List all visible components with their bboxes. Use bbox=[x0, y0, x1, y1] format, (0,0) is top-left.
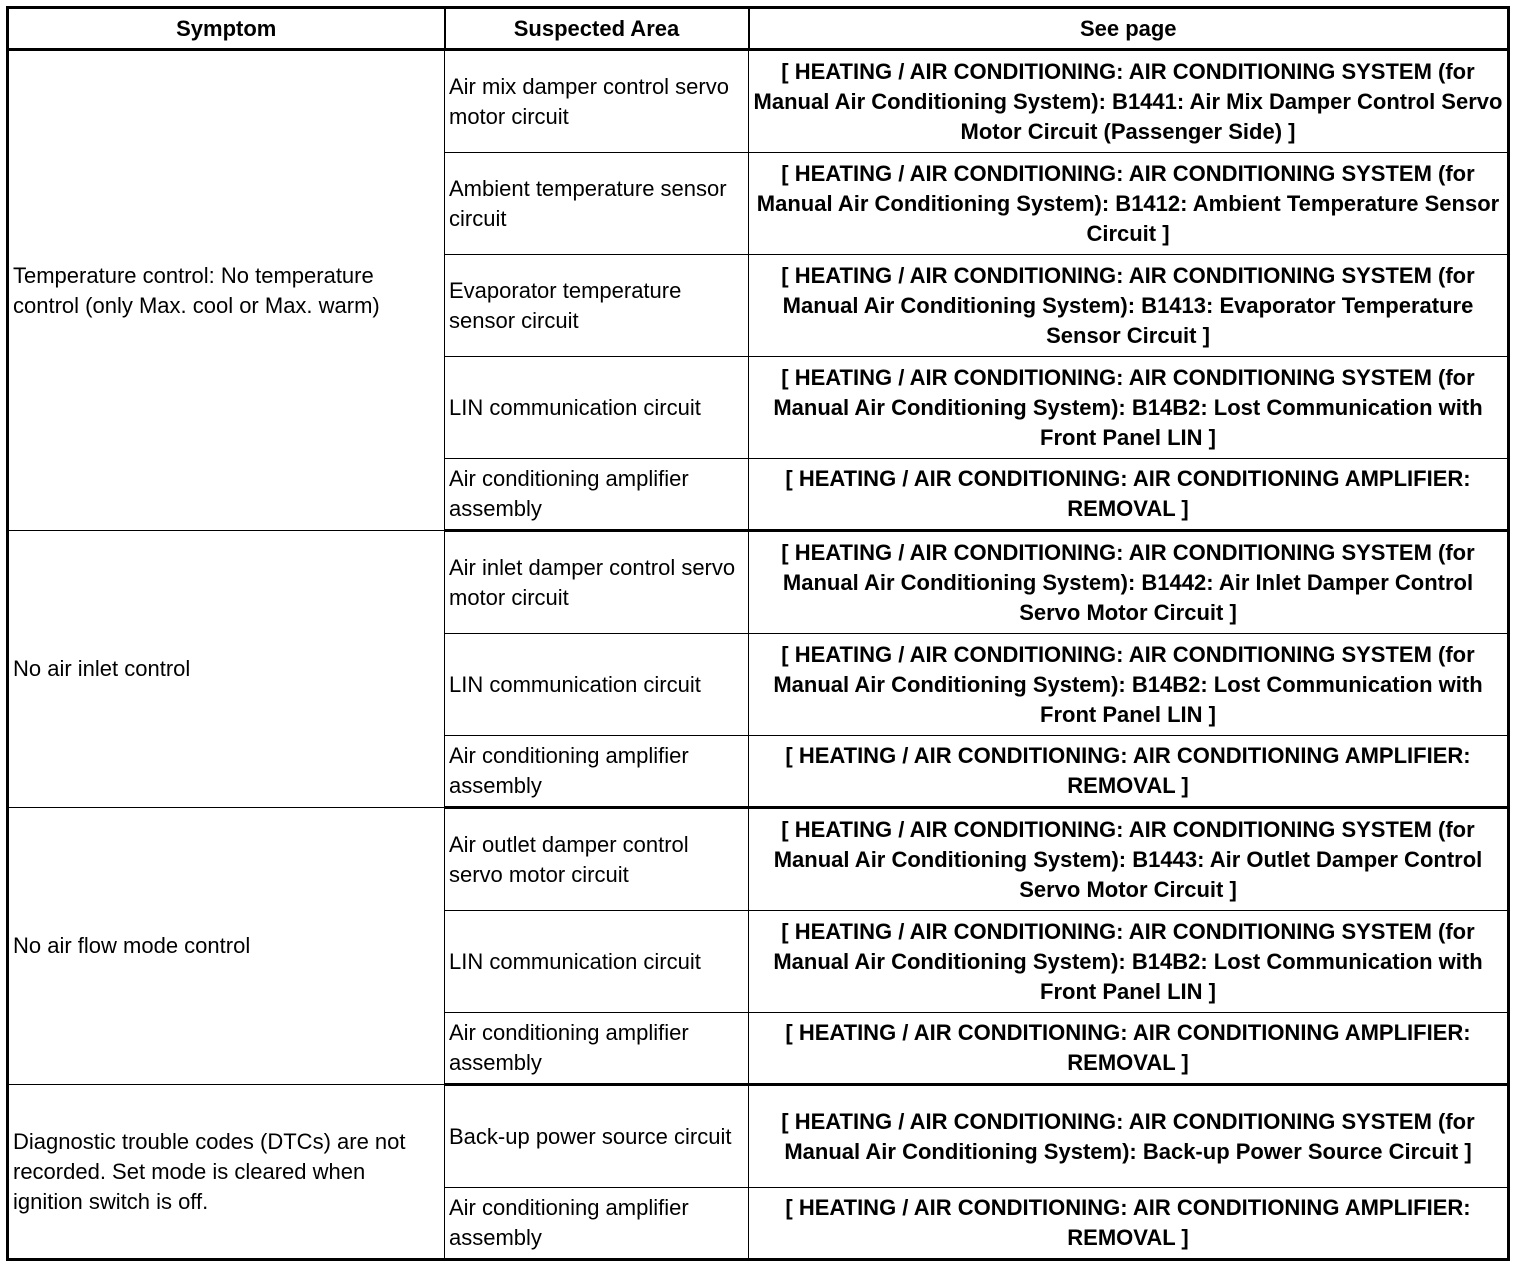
suspected-area-cell: Air inlet damper control servo motor circuit bbox=[445, 531, 749, 634]
see-page-link[interactable]: [ HEATING / AIR CONDITIONING: AIR CONDITIONING SYSTEM (for Manual Air Conditioning System): B14B2: Lost Communication with Front Panel LIN ] bbox=[749, 634, 1509, 736]
symptom-cell: Temperature control: No temperature control (only Max. cool or Max. warm) bbox=[8, 50, 445, 531]
suspected-area-cell: Evaporator temperature sensor circuit bbox=[445, 255, 749, 357]
see-page-link[interactable]: [ HEATING / AIR CONDITIONING: AIR CONDITIONING SYSTEM (for Manual Air Conditioning System): B14B2: Lost Communication with Front Panel LIN ] bbox=[749, 357, 1509, 459]
see-page-link[interactable]: [ HEATING / AIR CONDITIONING: AIR CONDITIONING SYSTEM (for Manual Air Conditioning System): B14B2: Lost Communication with Front Panel LIN ] bbox=[749, 911, 1509, 1013]
suspected-area-cell: Air conditioning amplifier assembly bbox=[445, 1188, 749, 1260]
table-row bbox=[8, 1085, 1509, 1188]
see-page-link[interactable]: [ HEATING / AIR CONDITIONING: AIR CONDITIONING SYSTEM (for Manual Air Conditioning System): B1443: Air Outlet Damper Control Servo Motor Circuit ] bbox=[749, 808, 1509, 911]
symptom-cell: No air flow mode control bbox=[8, 808, 445, 1085]
see-page-link[interactable]: [ HEATING / AIR CONDITIONING: AIR CONDITIONING SYSTEM (for Manual Air Conditioning System): B1413: Evaporator Temperature Sensor Circuit ] bbox=[749, 255, 1509, 357]
suspected-area-cell: Air mix damper control servo motor circuit bbox=[445, 50, 749, 153]
suspected-area-cell: Air conditioning amplifier assembly bbox=[445, 1013, 749, 1085]
suspected-area-cell: Ambient temperature sensor circuit bbox=[445, 153, 749, 255]
see-page-link[interactable]: [ HEATING / AIR CONDITIONING: AIR CONDITIONING AMPLIFIER: REMOVAL ] bbox=[749, 1013, 1509, 1085]
symptom-cell: Diagnostic trouble codes (DTCs) are not recorded. Set mode is cleared when ignition switch is off. bbox=[8, 1085, 445, 1260]
suspected-area-cell: Air conditioning amplifier assembly bbox=[445, 459, 749, 531]
table-row bbox=[8, 531, 1509, 634]
see-page-link[interactable]: [ HEATING / AIR CONDITIONING: AIR CONDITIONING AMPLIFIER: REMOVAL ] bbox=[749, 1188, 1509, 1260]
see-page-link[interactable]: [ HEATING / AIR CONDITIONING: AIR CONDITIONING SYSTEM (for Manual Air Conditioning System): B1441: Air Mix Damper Control Servo Motor Circuit (Passenger Side) ] bbox=[749, 50, 1509, 153]
header-suspected-area: Suspected Area bbox=[445, 8, 749, 50]
table-row bbox=[8, 808, 1509, 911]
header-see-page: See page bbox=[749, 8, 1509, 50]
header-symptom: Symptom bbox=[8, 8, 445, 50]
suspected-area-cell: Air conditioning amplifier assembly bbox=[445, 736, 749, 808]
see-page-link[interactable]: [ HEATING / AIR CONDITIONING: AIR CONDITIONING SYSTEM (for Manual Air Conditioning System): B1442: Air Inlet Damper Control Servo Motor Circuit ] bbox=[749, 531, 1509, 634]
see-page-link[interactable]: [ HEATING / AIR CONDITIONING: AIR CONDITIONING SYSTEM (for Manual Air Conditioning System): Back-up Power Source Circuit ] bbox=[749, 1085, 1509, 1188]
problem-symptoms-table bbox=[6, 6, 1510, 1261]
suspected-area-cell: LIN communication circuit bbox=[445, 357, 749, 459]
see-page-link[interactable]: [ HEATING / AIR CONDITIONING: AIR CONDITIONING AMPLIFIER: REMOVAL ] bbox=[749, 459, 1509, 531]
symptom-cell: No air inlet control bbox=[8, 531, 445, 808]
suspected-area-cell: LIN communication circuit bbox=[445, 634, 749, 736]
table-row bbox=[8, 50, 1509, 153]
table-header-row bbox=[8, 8, 1509, 50]
suspected-area-cell: Air outlet damper control servo motor circuit bbox=[445, 808, 749, 911]
suspected-area-cell: Back-up power source circuit bbox=[445, 1085, 749, 1188]
see-page-link[interactable]: [ HEATING / AIR CONDITIONING: AIR CONDITIONING SYSTEM (for Manual Air Conditioning System): B1412: Ambient Temperature Sensor Circuit ] bbox=[749, 153, 1509, 255]
see-page-link[interactable]: [ HEATING / AIR CONDITIONING: AIR CONDITIONING AMPLIFIER: REMOVAL ] bbox=[749, 736, 1509, 808]
suspected-area-cell: LIN communication circuit bbox=[445, 911, 749, 1013]
